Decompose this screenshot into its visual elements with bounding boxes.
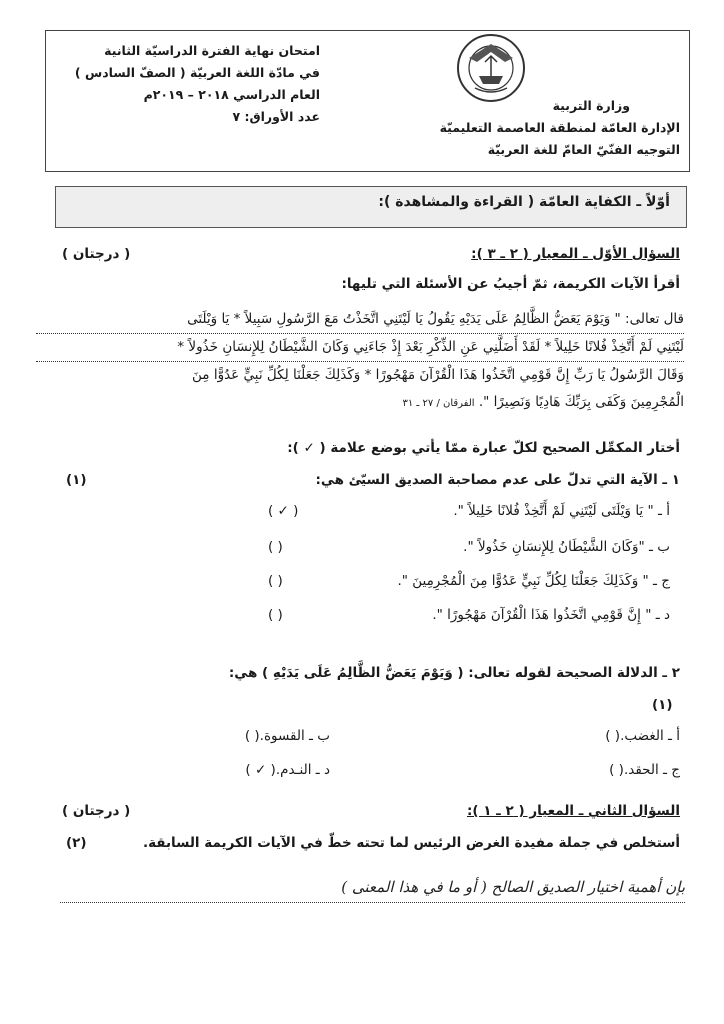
q2-instruction: أستخلص في جملة مفيدة الغرض الرئيس لما تحته خطّ في الآيات الكريمة السابقة. <box>142 835 680 851</box>
ministry-name: وزارة التربية <box>552 98 630 113</box>
option-text: " وَكَذَلِكَ جَعَلْنَا لِكُلِّ نَبِيٍّ عَدُوًّا مِنَ الْمُجْرِمِينَ ". <box>397 573 649 589</box>
ministry-block <box>380 95 680 161</box>
item2-option-d[interactable]: د ـ النـدم.( ✓ ) <box>245 762 330 778</box>
q1-instruction: أقرأ الآيات الكريمة، ثمّ أجيبُ عن الأسئلة التي تليها: <box>341 276 680 292</box>
answer-box-c[interactable]: ( ) <box>268 573 283 589</box>
verse-line-last <box>36 389 684 417</box>
answer-box-d[interactable]: ( ) <box>268 607 283 623</box>
exam-title-line: امتحان نهاية الفترة الدراسيّة الثانية <box>104 43 320 58</box>
item2-option-a[interactable]: أ ـ الغضب.( ) <box>605 728 680 744</box>
q1-points: ( درجتان ) <box>62 246 131 262</box>
kuwait-emblem-icon <box>455 32 527 104</box>
supervision-name: التوجيه الفنّيّ العامّ للغة العربيّة <box>487 142 680 157</box>
item2-option-c[interactable]: ج ـ الحقد.( ) <box>609 762 680 778</box>
answer-box-a[interactable]: ( ✓ ) <box>268 503 299 519</box>
handwritten-answer[interactable]: بإن أهمية اختيار الصديق الصالح ( أو ما في هذا المعنى ) <box>60 872 685 903</box>
section-title: أوّلاً ـ الكفاية العامّة ( القراءة والمشاهدة ): <box>378 194 670 210</box>
option-letter: أ ـ <box>658 503 670 519</box>
verse-reference: الفرقان / ٢٧ ـ ٣١ <box>402 398 475 409</box>
item2-option-b[interactable]: ب ـ القسوة.( ) <box>244 728 330 744</box>
q1-heading: السؤال الأوّل ـ المعيار ( ٢ ـ ٣ ): <box>471 246 680 262</box>
option-letter: ج ـ <box>653 573 670 589</box>
item2-text: ٢ ـ الدلالة الصحيحة لقوله تعالى: ( وَيَوْمَ يَعَضُّ الظَّالِمُ عَلَى يَدَيْهِ ) هي: <box>228 665 680 681</box>
option-d <box>370 607 670 623</box>
option-c <box>380 573 670 589</box>
verse-block <box>36 306 684 417</box>
verse-line: قال تعالى: " وَيَوْمَ يَعَضُّ الظَّالِمُ عَلَى يَدَيْهِ يَقُولُ يَا لَيْتَنِي اتَّخَذْتُ مَعَ الرَّسُولِ سَبِيلاً * يَا وَيْلَتَى <box>36 306 684 334</box>
option-b <box>390 539 670 555</box>
verse-line: الْمُجْرِمِينَ وَكَفَى بِرَبِّكَ هَادِيًا وَنَصِيرًا ". <box>478 394 684 410</box>
verse-line: وَقَالَ الرَّسُولُ يَا رَبِّ إِنَّ قَوْمِي اتَّخَذُوا هَذَا الْقُرْآنَ مَهْجُورًا * وَكَذَلِكَ جَعَلْنَا لِكُلِّ نَبِيٍّ عَدُوًّا مِنَ <box>192 367 684 383</box>
choose-instruction: أختار المكمِّل الصحيح لكلّ عبارة ممّا يأتي بوضع علامة ( ✓ ): <box>287 440 680 456</box>
option-text: " إِنَّ قَوْمِي اتَّخَذُوا هَذَا الْقُرْآنَ مَهْجُورًا ". <box>432 607 652 623</box>
verse-line: لَيْتَنِي لَمْ أَتَّخِذْ فُلانًا خَلِيلاً * لَقَدْ أَضَلَّنِي عَنِ الذِّكْرِ بَعْدَ إِذْ جَاءَنِي وَكَانَ الشَّيْطَانُ لِلإِنسَانِ خَذُولاً * <box>36 334 684 362</box>
option-letter: ب ـ <box>649 539 670 555</box>
exam-title-line: عدد الأوراق: ٧ <box>232 109 320 124</box>
exam-title-line: العام الدراسي ٢٠١٨ – ٢٠١٩م <box>143 87 320 102</box>
option-a <box>380 503 670 519</box>
exam-title-block <box>60 40 320 128</box>
option-text: " يَا وَيْلَتَى لَيْتَنِي لَمْ أَتَّخِذْ فُلانًا خَلِيلاً ". <box>453 503 654 519</box>
q2-heading: السؤال الثاني ـ المعيار ( ٢ ـ ١ ): <box>466 803 680 819</box>
answer-box-b[interactable]: ( ) <box>268 539 283 555</box>
directorate-name: الإدارة العامّة لمنطقة العاصمة التعليميّة <box>439 120 680 135</box>
exam-title-line: في مادّة اللغة العربيّة ( الصفّ السادس ) <box>74 65 320 80</box>
q2-mark: (٢) <box>66 835 87 851</box>
option-text: "وَكَانَ الشَّيْطَانُ لِلإِنسَانِ خَذُولاً ". <box>463 539 645 555</box>
item1-mark: (١) <box>66 472 87 488</box>
option-letter: د ـ <box>655 607 670 623</box>
q2-points: ( درجتان ) <box>62 803 131 819</box>
item1-text: ١ ـ الآية التي تدلّ على عدم مصاحبة الصديق السيّئ هي: <box>315 472 680 488</box>
item2-mark: (١) <box>652 697 673 713</box>
